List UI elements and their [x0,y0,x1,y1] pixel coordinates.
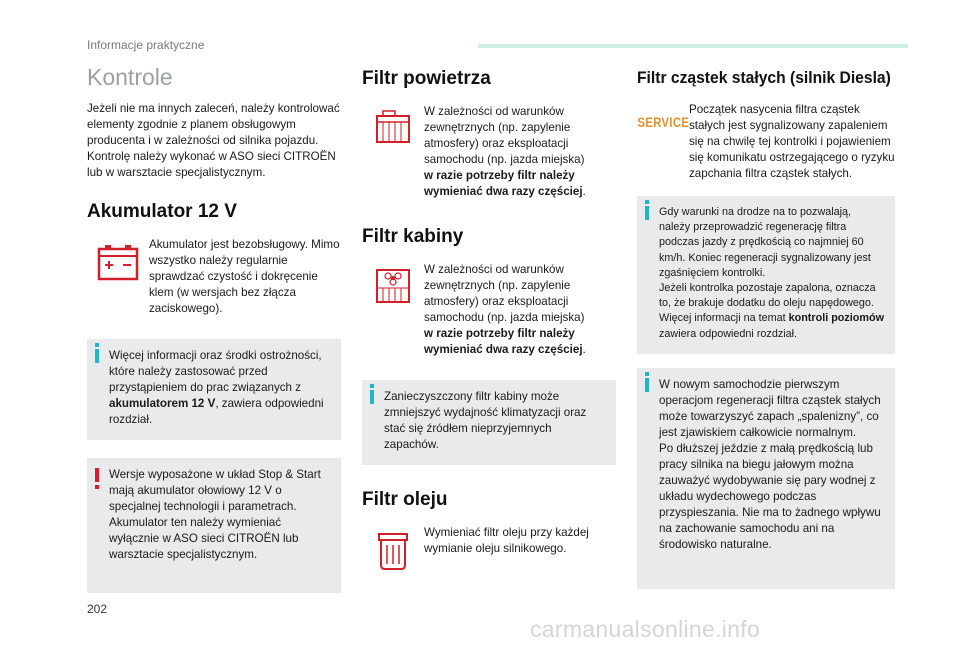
kontrole-paragraph-1: Jeżeli nie ma innych zaleceń, należy kontrolować elementy zgodnie z planem obsługowym producenta i w zależności od silnika pojazdu. [87,102,340,147]
akumulator-warning-note: Wersje wyposażone w układ Stop & Start mają akumulator ołowiowy 12 V o specjalnej technologii i parametrach. Akumulator ten należy wymieniać wyłącznie w ASO sieci CITROËN lub warsztacie specjalistycznym. [87,458,341,593]
info-icon [95,349,99,363]
filtr-powietrza-item: W zależności od warunków zewnętrznych (np. zapylenie atmosfery) oraz eksploatacji samochodu (np. jazda miejska) w razie potrzeby filtr należy wymieniać dwa razy częściej. [362,104,616,200]
filtr-oleju-text: Wymieniać filtr oleju przy każdej wymianie oleju silnikowego. [424,526,589,555]
column-middle [362,62,616,571]
filtr-kabiny-info-note: Zanieczyszczony filtr kabiny może zmniejszyć wydajność klimatyzacji oraz stać się źródłem nieprzyjemnych zapachów. [362,380,616,465]
filtr-powietrza-bold: w razie potrzeby filtr należy wymieniać dwa razy częściej [424,169,583,198]
info-icon [370,390,374,404]
header-bar [478,44,908,48]
service-warning-icon [637,102,689,130]
filtr-powietrza-title: Filtr powietrza [362,68,491,89]
akumulator-info-note: Więcej informacji oraz środki ostrożności, które należy zastosować przed przystąpieniem do prac związanych z akumulatorem 12 V, zawiera odpowiedni rozdział. [87,339,341,440]
column-left [87,62,341,593]
filtr-kabiny-title: Filtr kabiny [362,226,464,247]
filtr-czastek-info-note-2: W nowym samochodzie pierwszym operacjom regeneracji filtra cząstek stałych może towarzyszyć zapach „spalenizny”, co jest zjawiskiem całkowicie normalnym. Po dłuższej jeździe z małą prędkością lub pracy silnika na biegu jałowym można zauważyć wydobywanie się pary wodnej z układu wydechowego podczas przyspieszania. Nie ma to żadnego wpływu na zachowanie samochodu ani na środowisko naturalne. [637,368,895,589]
info-icon [645,206,649,220]
warning-icon [95,468,99,482]
akumulator-title: Akumulator 12 V [87,201,237,222]
filtr-oleju-item [362,525,616,571]
filtr-powietrza-text: W zależności od warunków zewnętrznych (np. zapylenie atmosfery) oraz eksploatacji samochodu (np. jazda miejska) [424,105,585,166]
filtr-czastek-info-note-1: Gdy warunki na drodze na to pozwalają, należy przeprowadzić regenerację filtra podczas jazdy z prędkością co najmniej 60 km/h. Koniec regeneracji sygnalizowany jest zgaśnięciem kontrolki. Jeżeli kontrolka pozostaje zapalona, oznacza to, że brakuje dodatku do oleju napędowego. Więcej informacji na temat kontroli poziomów zawiera odpowiedni rozdział. [637,196,895,354]
filtr-kabiny-item: W zależności od warunków zewnętrznych (np. zapylenie atmosfery) oraz eksploatacji samochodu (np. jazda miejska) w razie potrzeby filtr należy wymieniać dwa razy częściej. [362,262,616,358]
section-header: Informacje praktyczne [87,38,205,52]
info-icon [645,378,649,392]
filtr-oleju-title: Filtr oleju [362,489,448,510]
filtr-czastek-text: Początek nasycenia filtra cząstek stałych jest sygnalizowany zapaleniem się na chwilę tej kontrolki i pojawieniem się komunikatu ostrzegającego o ryzyku zapchania filtra cząstek stałych. [689,103,895,180]
filtr-kabiny-bold: w razie potrzeby filtr należy wymieniać dwa razy częściej [424,327,583,356]
cabin-filter-icon [362,262,424,304]
akumulator-text: Akumulator jest bezobsługowy. Mimo wszystko należy regularnie sprawdzać czystość i dokręcenie klem (w wersjach bez złącza zaciskowego). [149,238,340,315]
column-right [637,62,895,589]
filtr-czastek-title: Filtr cząstek stałych (silnik Diesla) [637,68,891,87]
page-number: 202 [87,602,108,616]
battery-icon [87,237,149,281]
filtr-czastek-item [637,102,895,182]
kontrole-paragraph-2: Kontrolę należy wykonać w ASO sieci CITROËN lub w warsztacie specjalistycznym. [87,150,336,179]
akumulator-item [87,237,341,317]
air-filter-icon [362,104,424,144]
service-label: SERVICE [637,114,689,130]
watermark: carmanualsonline.info [530,616,761,642]
oil-filter-icon [362,525,424,571]
filtr-kabiny-text: W zależności od warunków zewnętrznych (np. zapylenie atmosfery) oraz eksploatacji samochodu (np. jazda miejska) [424,263,585,324]
kontrole-title: Kontrole [87,64,173,90]
